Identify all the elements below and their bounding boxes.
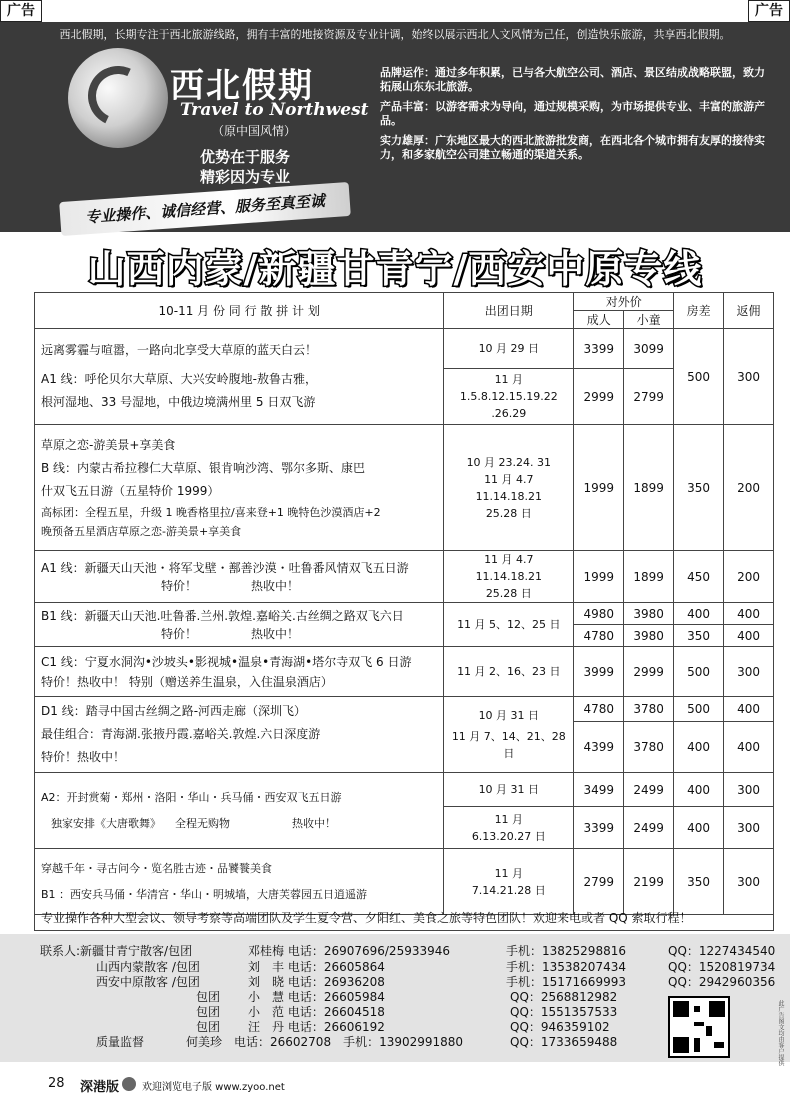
rebate: 200 (724, 425, 774, 551)
room-diff: 400 (674, 773, 724, 807)
edition-label: 深港版 (80, 1080, 120, 1095)
route-desc: C1 线：宁夏水洞沟•沙坡头•影视城•温泉•青海湖•塔尔寺双飞 6 日游 特价！热收中！ 特别（赠送养生温泉，入住温泉酒店） (35, 647, 444, 697)
info-brand: 品牌运作：通过多年积累，已与各大航空公司、酒店、景区结成战略联盟，致力拓展山东东北旅游。 (380, 66, 765, 93)
rebate: 400 (724, 697, 774, 722)
slogan-service: 优势在于服务 (200, 148, 291, 166)
header-room: 房差 (674, 293, 724, 329)
table-row (35, 551, 774, 603)
contact-row: 包团 汪 丹 电话：26606192 QQ：946359102 (196, 1020, 610, 1034)
rebate: 400 (724, 625, 774, 647)
child-price: 3980 (624, 625, 674, 647)
room-diff: 450 (674, 551, 724, 603)
contact-row: 山西内蒙散客 /包团 刘 丰 电话：26605864 手机：13538207434 QQ：1520819734 (96, 960, 776, 974)
table-row (35, 697, 774, 722)
ad-label-left: 广告 (0, 0, 42, 22)
rebate: 300 (724, 329, 774, 425)
route-desc: A2：开封赏菊・郑州・洛阳・华山・兵马俑・西安双飞五日游 独家安排《大唐歌舞》 全程无购物 热收中！ (35, 773, 444, 849)
side-note: 此广告图文均由客户提供 (777, 1000, 784, 1066)
rebate: 200 (724, 551, 774, 603)
contact-row: 西安中原散客 /包团 刘 晓 电话：26936208 手机：15171669993 QQ：2942960356 (96, 975, 776, 989)
adult-price: 4399 (574, 721, 624, 772)
adult-price: 2999 (574, 369, 624, 425)
adult-price: 3399 (574, 329, 624, 369)
child-price: 3780 (624, 721, 674, 772)
page-number: 28 (48, 1076, 65, 1091)
rebate: 300 (724, 647, 774, 697)
depart-date: 11 月 5、12、25 日 (444, 603, 574, 647)
adult-price: 4780 (574, 697, 624, 722)
contact-row: 包团 小 范 电话：26604518 QQ：1551357533 (196, 1005, 618, 1019)
room-diff: 400 (674, 721, 724, 772)
qr-code-icon[interactable] (668, 996, 730, 1058)
child-price: 2499 (624, 773, 674, 807)
intro-text: 西北假期，长期专注于西北旅游线路，拥有丰富的地接资源及专业计调，始终以展示西北人文风情为己任，创造快乐旅游，共享西北假期。 (59, 28, 731, 41)
adult-price: 3399 (574, 807, 624, 849)
tour-plan-table (34, 292, 774, 915)
info-strength: 实力雄厚：广东地区最大的西北旅游批发商，在西北各个城市拥有友厚的接待实力，和多家航空公司建立畅通的渠道关系。 (380, 134, 765, 161)
child-price: 2999 (624, 647, 674, 697)
room-diff: 350 (674, 625, 724, 647)
child-price: 1899 (624, 551, 674, 603)
room-diff: 500 (674, 647, 724, 697)
room-diff: 350 (674, 425, 724, 551)
table-row (35, 329, 774, 369)
depart-date: 10 月 23.24. 31 11 月 4.7 11.14.18.21 25.28 日 (444, 425, 574, 551)
route-desc: D1 线：踏寻中国古丝绸之路-河西走廊（深圳飞） 最佳组合：青海湖.张掖丹霞.嘉峪关.敦煌.六日深度游 特价！热收中！ (35, 697, 444, 773)
logo-subtitle: （原中国风情） (212, 124, 297, 138)
contact-row: 包团 小 慧 电话：26605984 QQ：2568812982 (196, 990, 618, 1004)
adult-price: 3999 (574, 647, 624, 697)
room-diff: 500 (674, 329, 724, 425)
table-row (35, 773, 774, 807)
route-desc: A1 线：新疆天山天池・将军戈壁・鄯善沙漠・吐鲁番风情双飞五日游 特价！ 热收中！ (35, 551, 444, 603)
adult-price: 4780 (574, 625, 624, 647)
edition-icon (122, 1077, 136, 1091)
rebate: 400 (724, 603, 774, 625)
room-diff: 400 (674, 807, 724, 849)
table-row (35, 603, 774, 625)
adult-price: 4980 (574, 603, 624, 625)
header-plan: 10-11 月 份 同 行 散 拼 计 划 (35, 293, 444, 329)
child-price: 3980 (624, 603, 674, 625)
route-desc: B1 线：新疆天山天池.吐鲁番.兰州.敦煌.嘉峪关.古丝绸之路双飞六日 特价！ 热收中！ (35, 603, 444, 647)
header-rebate: 返佣 (724, 293, 774, 329)
adult-price: 3499 (574, 773, 624, 807)
table-row (35, 647, 774, 697)
depart-date: 11 月 2、16、23 日 (444, 647, 574, 697)
adult-price: 2799 (574, 849, 624, 915)
motto-banner: 专业操作、诚信经营、服务至真至诚 (59, 182, 351, 236)
room-diff: 350 (674, 849, 724, 915)
header-adult: 成人 (574, 311, 624, 329)
rebate: 300 (724, 807, 774, 849)
child-price: 2199 (624, 849, 674, 915)
page-title: 山西内蒙/新疆甘青宁/西安中原专线 (87, 247, 703, 291)
depart-date: 10 月 31 日 (444, 773, 574, 807)
depart-date: 11 月 6.13.20.27 日 (444, 807, 574, 849)
room-diff: 500 (674, 697, 724, 722)
website-link[interactable]: 欢迎浏览电子版 www.zyoo.net (142, 1082, 285, 1093)
child-price: 3780 (624, 697, 674, 722)
footer-note: 专业操作各种大型会议、领导考察等高端团队及学生夏令营、夕阳红、美食之旅等特色团队！欢迎来电或者 QQ 索取行程！ (34, 905, 774, 931)
contact-row: 质量监督 何美珍 电话：26602708 手机：13902991880 QQ：1733659488 (96, 1035, 618, 1049)
rebate: 300 (724, 849, 774, 915)
rebate: 300 (724, 773, 774, 807)
info-products: 产品丰富：以游客需求为导向，通过规模采购，为市场提供专业、丰富的旅游产品。 (380, 100, 765, 127)
logo-title: 西北假期 (170, 66, 314, 106)
rebate: 400 (724, 721, 774, 772)
child-price: 1899 (624, 425, 674, 551)
header-date: 出团日期 (444, 293, 574, 329)
slogan-professional: 精彩因为专业 (200, 168, 291, 186)
route-desc: 穿越千年・寻古问今・览名胜古迹・品饕餮美食 B1 ：西安兵马俑・华清宫・华山・明城墙，大唐芙蓉园五日逍遥游 (35, 849, 444, 915)
child-price: 2499 (624, 807, 674, 849)
depart-date: 11 月 7.14.21.28 日 (444, 849, 574, 915)
contact-row: 联系人:新疆甘青宁散客/包团 邓桂梅 电话：26907696/25933946 手机：13825298816 QQ：1227434540 (40, 944, 776, 958)
ad-label-right: 广告 (748, 0, 790, 22)
depart-date: 10 月 31 日 11 月 7、14、21、28 日 (444, 697, 574, 773)
adult-price: 1999 (574, 551, 624, 603)
depart-date: 10 月 29 日 (444, 329, 574, 369)
child-price: 2799 (624, 369, 674, 425)
logo-english: Travel to Northwest (180, 100, 369, 120)
depart-date: 11 月 1.5.8.12.15.19.22 .26.29 (444, 369, 574, 425)
header-child: 小童 (624, 311, 674, 329)
header-price: 对外价 (574, 293, 674, 311)
adult-price: 1999 (574, 425, 624, 551)
table-row (35, 425, 774, 551)
route-desc: 草原之恋-游美景+享美食 B 线：内蒙古希拉穆仁大草原、银肯响沙湾、鄂尔多斯、康巴 什双飞五日游（五星特价 1999） 高标团：全程五星，升级 1 晚香格里拉/喜来登+1 晚特色沙漠酒店+2 晚预备五星酒店草原之恋-游美景+享美食 (35, 425, 444, 551)
depart-date: 11 月 4.7 11.14.18.21 25.28 日 (444, 551, 574, 603)
child-price: 3099 (624, 329, 674, 369)
room-diff: 400 (674, 603, 724, 625)
route-desc: 远离雾霾与喧嚣，一路向北享受大草原的蓝天白云！ A1 线：呼伦贝尔大草原、大兴安岭腹地-敖鲁古雅， 根河湿地、33 号湿地，中俄边境满州里 5 日双飞游 (35, 329, 444, 425)
